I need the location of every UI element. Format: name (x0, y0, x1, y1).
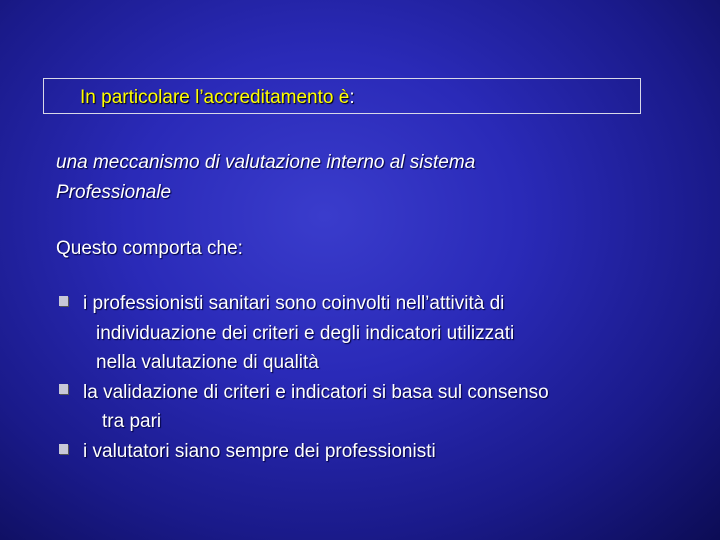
bullet-1-line-3: nella valutazione di qualità (96, 352, 319, 373)
bullet-1-line-2: individuazione dei criteri e degli indicatori utilizzati (96, 323, 515, 344)
intro-text: Questo comporta che: (56, 238, 243, 259)
title-box (43, 78, 641, 114)
definition-line-1: una meccanismo di valutazione interno al sistema (56, 152, 476, 173)
bullet-marker (59, 384, 68, 394)
bullet-2-line-1: la validazione di criteri e indicatori si basa sul consenso (83, 382, 549, 403)
bullet-marker (59, 296, 68, 306)
bullet-1-line-1: i professionisti sanitari sono coinvolti nell’attività di (83, 293, 505, 314)
bullet-marker (59, 444, 68, 454)
bullet-3-line-1: i valutatori siano sempre dei professionisti (83, 441, 436, 462)
slide-title: In particolare l’accreditamento è: (80, 87, 355, 108)
definition-line-2: Professionale (56, 182, 172, 203)
bullet-2-line-2: tra pari (102, 411, 162, 432)
